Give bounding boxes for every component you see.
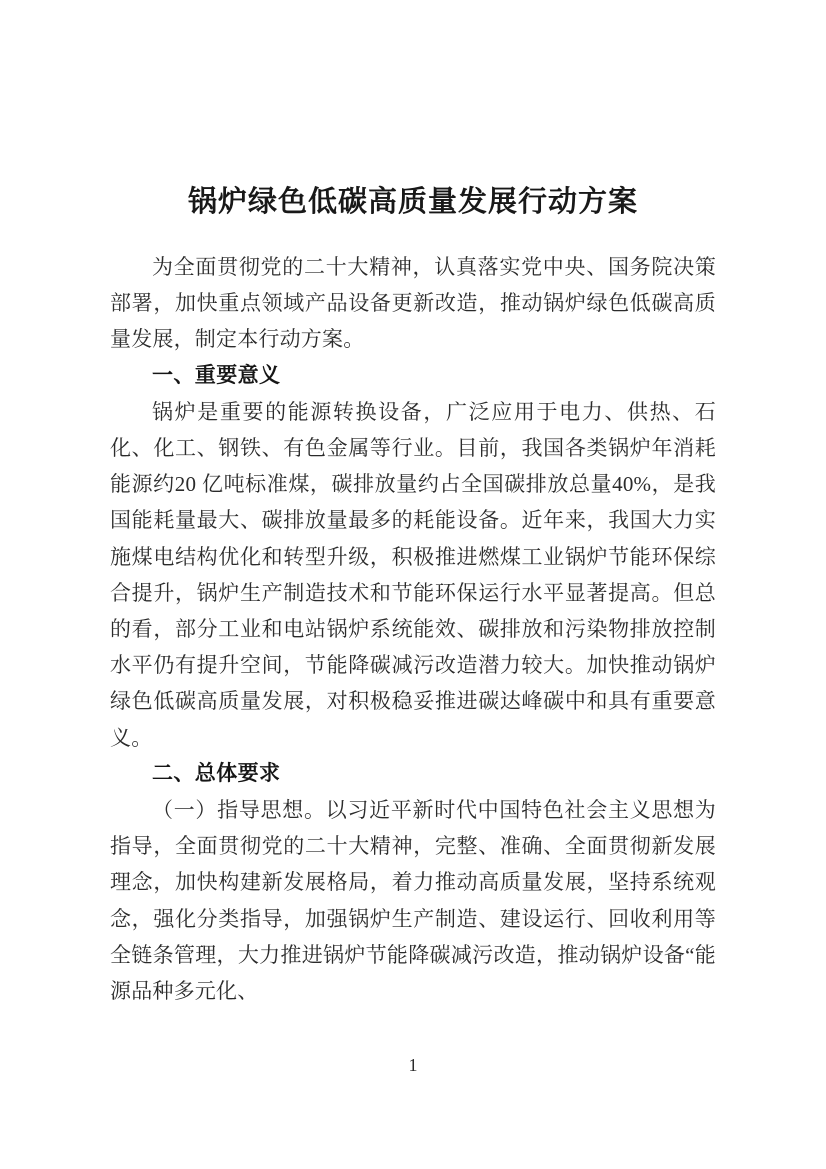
page-title: 锅炉绿色低碳高质量发展行动方案 xyxy=(187,186,638,218)
section-1-paragraph: 锅炉是重要的能源转换设备，广泛应用于电力、供热、石化、化工、钢铁、有色金属等行业。目前，我国各类锅炉年消耗能源约20 亿吨标准煤，碳排放量约占全国碳排放总量40%，是我国能耗量最大、碳排放量最多的耗能设备。近年来，我国大力实施煤电结构优化和转型升级，积极推进燃煤工业锅炉节能环保综合提升，锅炉生产制造技术和节能环保运行水平显著提高。但总的看，部分工业和电站锅炉系统能效、碳排放和污染物排放控制水平仍有提升空间，节能降碳减污改造潜力较大。加快推动锅炉绿色低碳高质量发展，对积极稳妥推进碳达峰碳中和具有重要意义。 xyxy=(110,399,716,750)
title-body-spacer xyxy=(110,222,716,249)
section-2-paragraph: （一）指导思想。以习近平新时代中国特色社会主义思想为指导，全面贯彻党的二十大精神，完整、准确、全面贯彻新发展理念，加快构建新发展格局，着力推动高质量发展，坚持系统观念，强化分类指导，加强锅炉生产制造、建设运行、回收利用等全链条管理，大力推进锅炉节能降碳减污改造，推动锅炉设备“能源品种多元化、 xyxy=(110,798,716,1004)
section-heading-1: 一、重要意义 xyxy=(152,363,281,387)
section-heading-2: 二、总体要求 xyxy=(152,761,281,785)
page-number: 1 xyxy=(408,1055,418,1075)
preamble-paragraph: 为全面贯彻党的二十大精神，认真落实党中央、国务院决策部署，加快重点领域产品设备更新改造，推动锅炉绿色低碳高质量发展，制定本行动方案。 xyxy=(110,255,716,352)
document-content xyxy=(110,0,716,1009)
